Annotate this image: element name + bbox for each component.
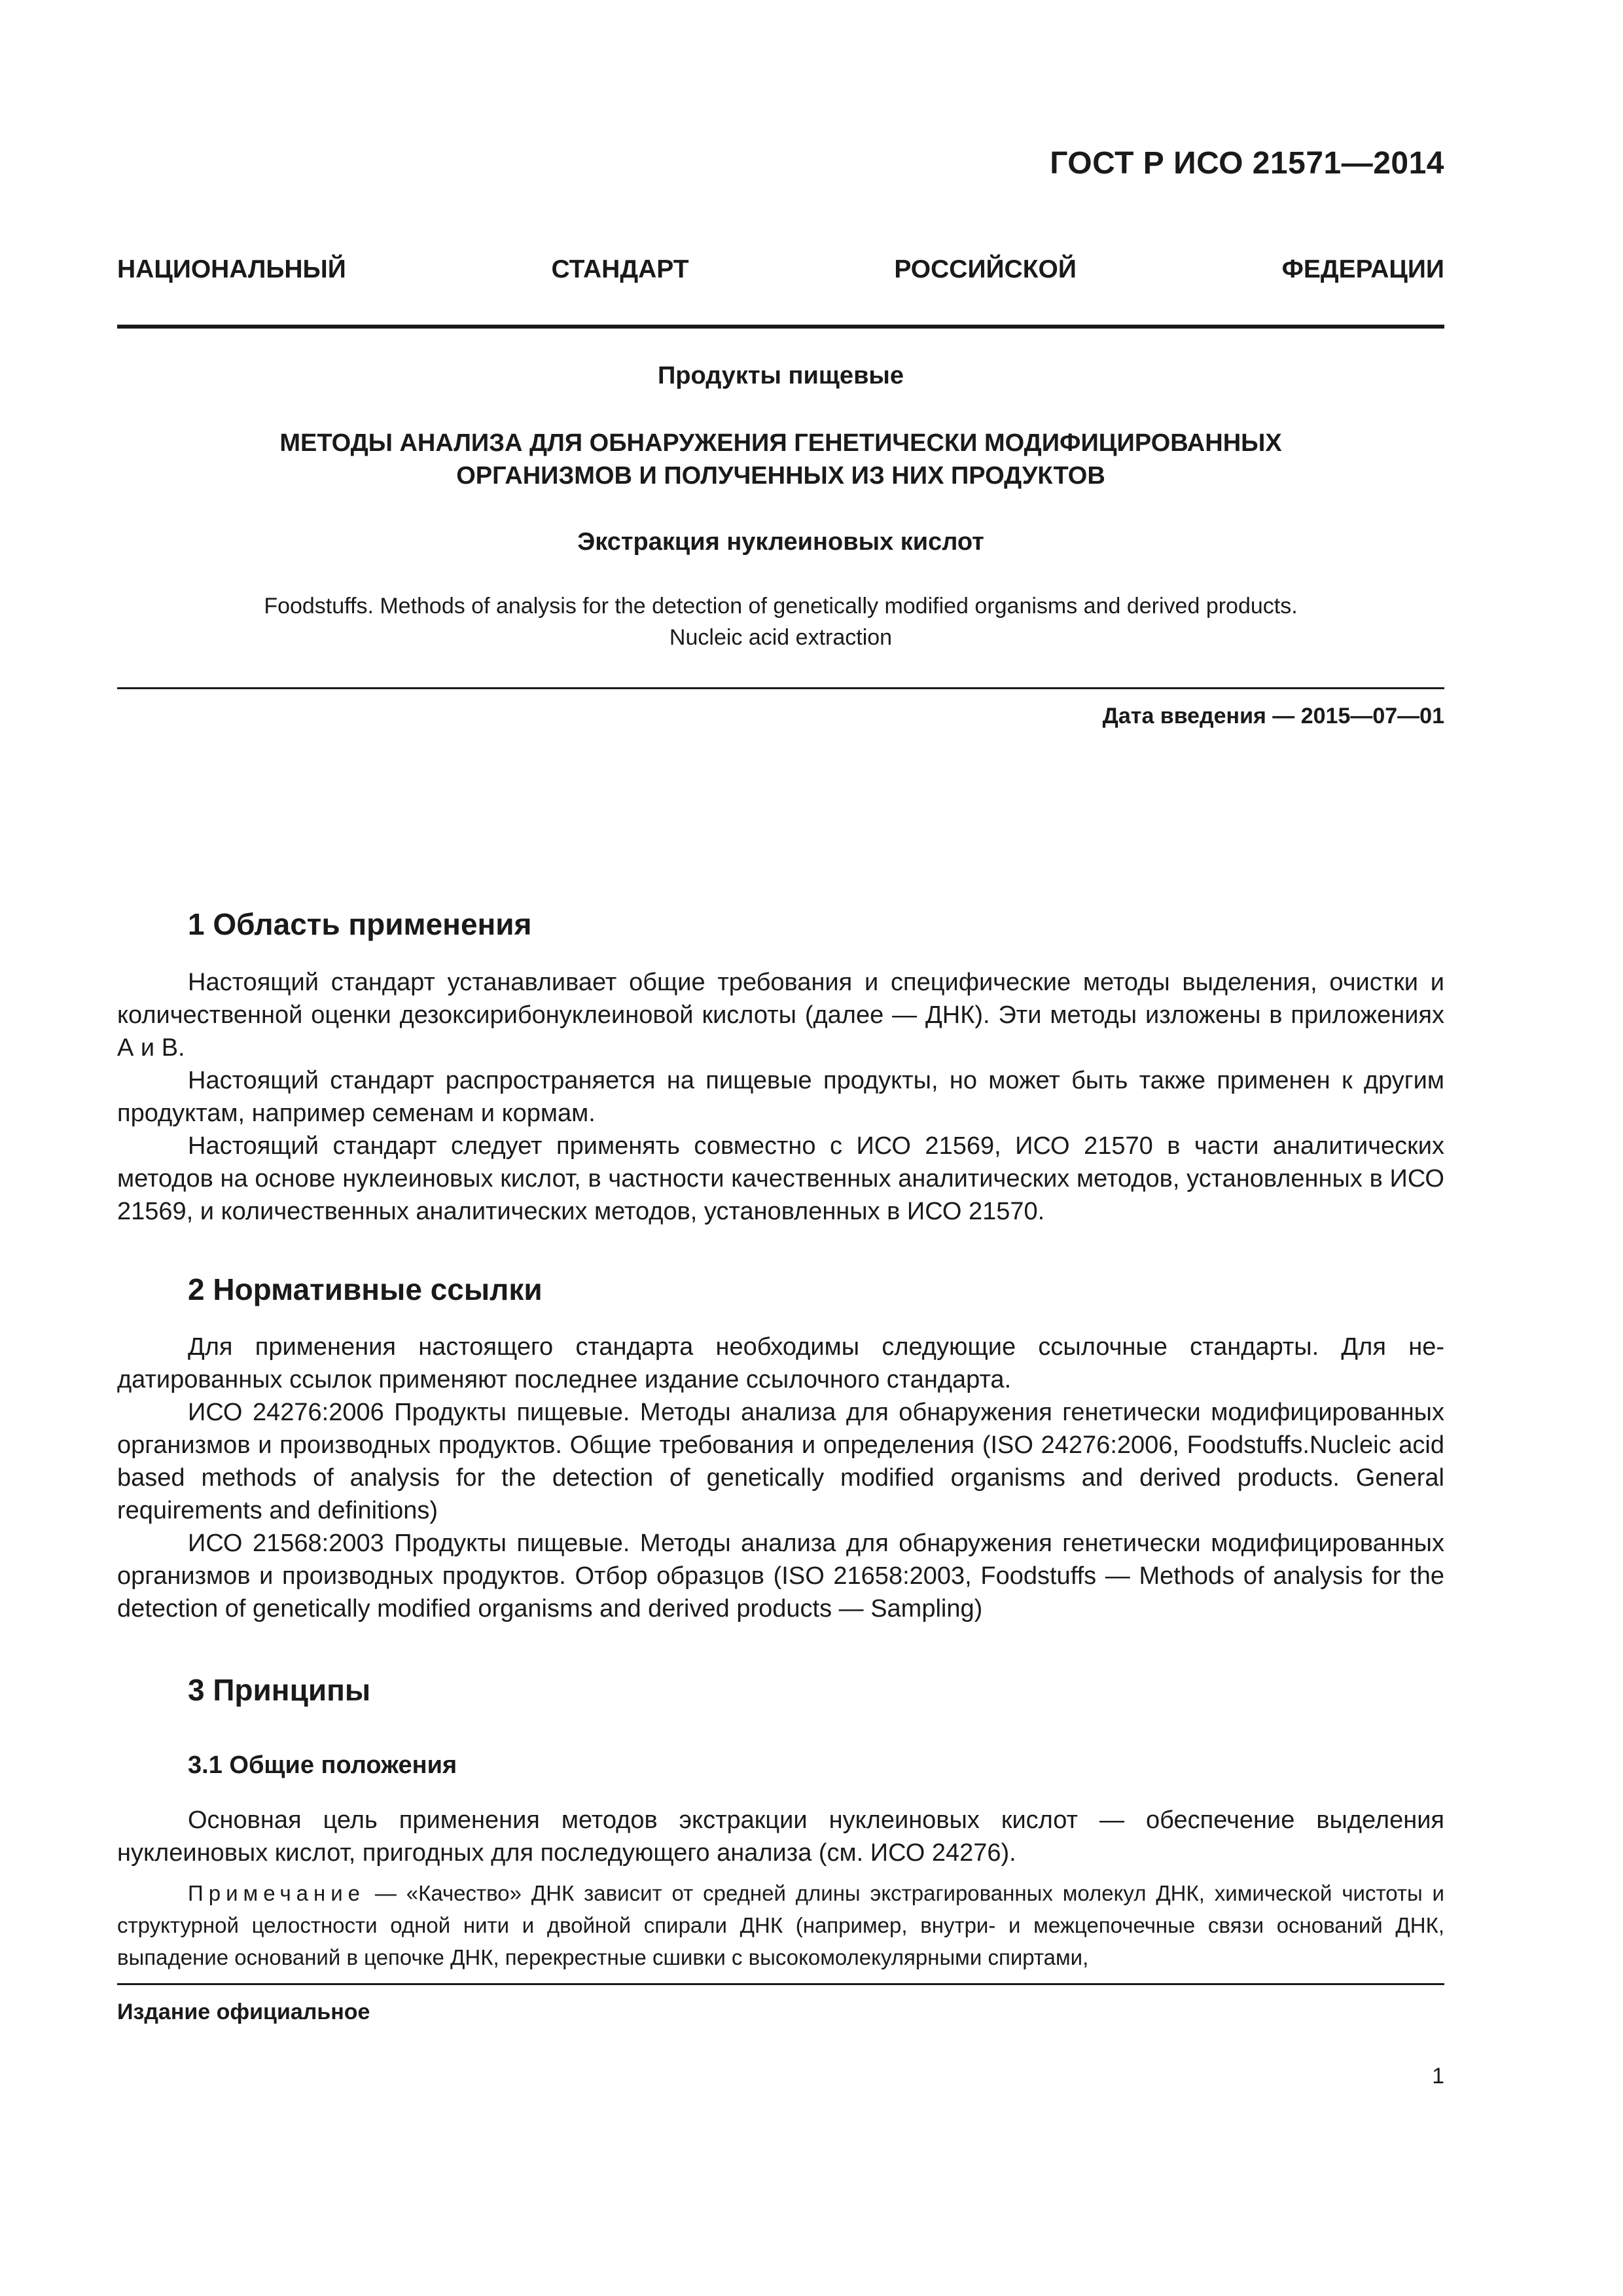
page-number: 1 [1432, 2064, 1444, 2089]
section-references [117, 1331, 1444, 1625]
section-scope [117, 966, 1444, 1228]
paragraph: Настоящий стандарт следует применять совместно с ИСО 21569, ИСО 21570 в части аналитических методов на основе нуклеиновых кислот, в частности качественных аналитических методов, установленных в ИСО 21569, и количественных аналитических методов, установленных в ИСО 21570. [117, 1132, 1444, 1225]
national-word: НАЦИОНАЛЬНЫЙ [117, 255, 346, 283]
section-heading: 2 Нормативные ссылки [188, 1272, 543, 1306]
edition-label: Издание официальное [117, 2000, 370, 2024]
paragraph: Основная цель применения методов экстракции нуклеиновых кислот — обеспечение выделения нуклеиновых кислот, пригодных для последующего анализа (см. ИСО 24276). [117, 1806, 1444, 1867]
english-title [117, 590, 1444, 653]
national-word: РОССИЙСКОЙ [894, 255, 1077, 283]
paragraph: Настоящий стандарт распространяется на пищевые продукты, но может быть также применен к другим продуктам, например семенам и кормам. [117, 1067, 1444, 1127]
paragraph: ИСО 21568:2003 Продукты пищевые. Методы анализа для обнаружения генетически модифицированных организмов и производных продуктов. Отбор образцов (ISO 21658:2003, Foodstuffs — Methods of analysis for the detection of genetically modified organisms and derived products — Sampling) [117, 1530, 1444, 1623]
english-title-line: Foodstuffs. Methods of analysis for the detection of genetically modified organisms and derived products. [264, 594, 1298, 619]
section-principles [117, 1804, 1444, 1869]
section-heading: 1 Область применения [188, 907, 532, 941]
standard-number: ГОСТ Р ИСО 21571—2014 [1050, 146, 1444, 181]
national-word: СТАНДАРТ [551, 255, 689, 283]
national-standard-banner [117, 255, 1444, 284]
intro-date: Дата введения — 2015—07—01 [1102, 704, 1444, 728]
subsection-heading: 3.1 Общие положения [188, 1751, 457, 1779]
paragraph: Настоящий стандарт устанавливает общие требования и специфические методы выделения, очистки и количественной оценки дезоксирибонуклеиновой кислоты (далее — ДНК). Эти методы изложены в приложениях А и В. [117, 969, 1444, 1062]
note [117, 1877, 1444, 1973]
subtitle: Экстракция нуклеиновых кислот [577, 528, 984, 556]
paragraph: Для применения настоящего стандарта необходимы следующие ссылочные стандарты. Для недатированных ссылок применяют последнее издание ссылочного стандарта. [117, 1333, 1444, 1393]
main-title-line: МЕТОДЫ АНАЛИЗА ДЛЯ ОБНАРУЖЕНИЯ ГЕНЕТИЧЕСКИ МОДИФИЦИРОВАННЫХ [279, 429, 1282, 457]
section-heading: 3 Принципы [188, 1673, 371, 1707]
product-title: Продукты пищевые [657, 362, 904, 389]
title-divider [117, 687, 1444, 689]
paragraph: ИСО 24276:2006 Продукты пищевые. Методы анализа для обнаружения генетически модифицированных организмов и производных продуктов. Общие требования и определения (ISO 24276:2006, Foodstuffs.Nucleic acid based methods of analysis for the detection of genetically modified organisms and derived products. General requirements and definitions) [117, 1399, 1444, 1524]
main-title [117, 427, 1444, 492]
footer-divider [117, 1983, 1444, 1985]
national-word: ФЕДЕРАЦИИ [1281, 255, 1444, 283]
note-text: — «Качество» ДНК зависит от средней длины экстрагированных молекул ДНК, химической чистоты и структурной целостности одной нити и двойной спирали ДНК (например, внутри- и межцепочечные связи оснований ДНК, выпадение оснований в цепочке ДНК, перекрестные сшивки с высокомолекулярными спиртами, [117, 1881, 1444, 1969]
english-title-line: Nucleic acid extraction [669, 625, 893, 650]
main-title-line: ОРГАНИЗМОВ И ПОЛУЧЕННЫХ ИЗ НИХ ПРОДУКТОВ [456, 462, 1105, 490]
document-page [117, 0, 1444, 2296]
header-divider [117, 325, 1444, 329]
note-label: Примечание [188, 1881, 366, 1905]
